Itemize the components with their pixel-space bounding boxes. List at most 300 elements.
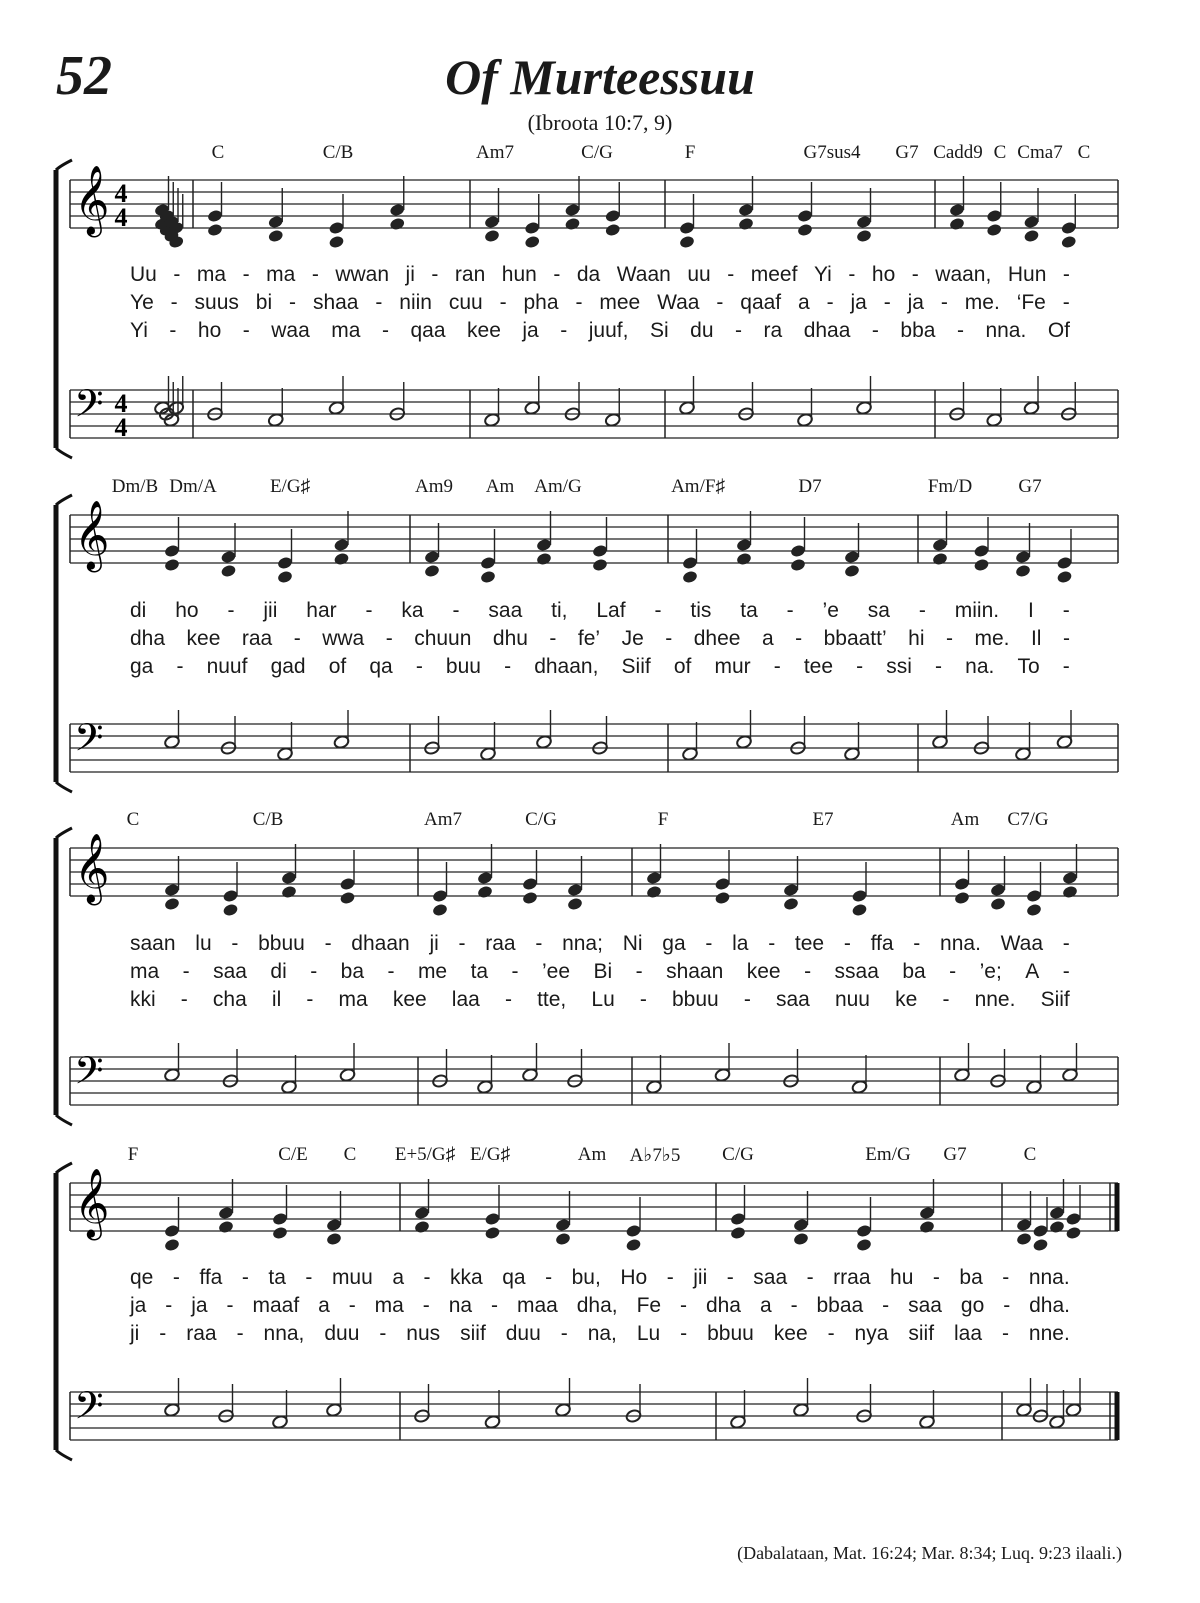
alto-notehead — [555, 1232, 572, 1247]
lyric-syllable: hi — [908, 627, 925, 650]
lyric-syllable: ke — [895, 988, 918, 1011]
lyric-syllable: kee — [392, 988, 427, 1011]
lyric-syllable: na. — [965, 655, 995, 678]
lyric-hyphen: - — [182, 960, 190, 983]
lyric-syllable: jii — [693, 1266, 708, 1289]
lyric-syllable: raa — [241, 627, 273, 650]
lyric-hyphen: - — [348, 1294, 356, 1317]
lyric-syllable: na — [448, 1294, 473, 1317]
lyric-hyphen: - — [804, 960, 812, 983]
lyric-hyphen: - — [535, 932, 543, 955]
lyric-syllable: ba — [340, 960, 365, 983]
lyric-syllable: Siif — [621, 655, 651, 678]
lyric-hyphen: - — [415, 655, 423, 678]
lyric-hyphen: - — [716, 291, 724, 314]
alto-notehead — [277, 570, 294, 585]
lyric-syllable: duu — [324, 1322, 360, 1345]
lyric-hyphen: - — [848, 263, 856, 286]
lyric-syllable: ta — [740, 599, 758, 622]
lyric-syllable: me — [417, 960, 448, 983]
alto-notehead — [679, 235, 696, 250]
lyric-verse-1 — [130, 599, 1070, 623]
lyric-syllable: a — [759, 1294, 772, 1317]
alto-notehead — [1015, 564, 1032, 579]
lyric-syllable: ja — [522, 319, 539, 342]
lyric-syllable: dha — [130, 627, 166, 650]
lyric-syllable: hu — [890, 1266, 914, 1289]
lyric-hyphen: - — [560, 1322, 568, 1345]
alto-notehead — [736, 552, 753, 567]
lyric-hyphen: - — [311, 263, 319, 286]
bass-clef-icon: 𝄢 — [74, 381, 104, 435]
lyric-hyphen: - — [1062, 932, 1070, 955]
lyric-hyphen: - — [511, 960, 519, 983]
lyric-syllable: lu — [195, 932, 212, 955]
lyric-syllable: ta — [268, 1266, 286, 1289]
chord-symbol: F — [657, 809, 669, 830]
lyric-syllable: Lu — [636, 1322, 661, 1345]
lyric-hyphen: - — [180, 988, 188, 1011]
lyric-syllable: ’e — [822, 599, 839, 622]
lyric-hyphen: - — [705, 932, 713, 955]
lyric-hyphen: - — [365, 599, 373, 622]
lyric-syllable: dhu — [492, 627, 528, 650]
alto-notehead — [783, 897, 800, 912]
chord-symbol: Am — [577, 1144, 607, 1165]
lyric-syllable: nne. — [1028, 1322, 1070, 1345]
lyric-syllable: ba — [902, 960, 926, 983]
lyric-hyphen: - — [1001, 1322, 1009, 1345]
lyric-syllable: tis — [690, 599, 712, 622]
lyric-syllable: a — [798, 291, 810, 314]
lyric-syllable: niin — [399, 291, 432, 314]
lyric-hyphen: - — [826, 291, 834, 314]
lyric-syllable: raa — [186, 1322, 217, 1345]
lyric-syllable: nna. — [940, 932, 981, 955]
chord-symbol: E7 — [812, 809, 834, 830]
lyric-hyphen: - — [173, 263, 181, 286]
alto-notehead — [281, 885, 298, 900]
lyric-syllable: dha, — [576, 1294, 618, 1317]
lyric-hyphen: - — [795, 627, 803, 650]
lyric-syllable: miin. — [954, 599, 1000, 622]
alto-notehead — [919, 1220, 936, 1235]
lyric-syllable: Siif — [1040, 988, 1070, 1011]
lyric-syllable: Ho — [620, 1266, 648, 1289]
lyric-syllable: ja — [130, 1294, 147, 1317]
chord-symbol: Am/G — [534, 476, 582, 497]
lyric-syllable: Waa — [657, 291, 700, 314]
lyric-syllable: waa — [271, 319, 310, 342]
lyric-hyphen: - — [735, 319, 742, 342]
lyric-verse-3 — [130, 319, 1070, 343]
lyric-syllable: saa — [213, 960, 247, 983]
chord-symbol: F — [684, 142, 696, 163]
lyric-syllable: Si — [649, 319, 669, 342]
alto-notehead — [222, 903, 239, 918]
lyric-syllable: wwan — [335, 263, 390, 286]
lyric-syllable: saa — [753, 1266, 788, 1289]
lyric-syllable: dha. — [1029, 1294, 1070, 1317]
lyric-hyphen: - — [726, 1266, 734, 1289]
lyric-syllable: Yi — [813, 263, 832, 286]
bass-clef-icon: 𝄢 — [74, 1048, 104, 1102]
lyric-syllable: bbaa — [816, 1294, 864, 1317]
alto-notehead — [267, 229, 284, 244]
lyric-syllable: A — [1025, 960, 1040, 983]
lyric-syllable: ran — [454, 263, 486, 286]
lyric-syllable: di — [270, 960, 287, 983]
lyric-syllable: dhee — [693, 627, 741, 650]
lyric-syllable: kee — [467, 319, 501, 342]
chord-symbol: C/G — [722, 1144, 754, 1165]
lyric-syllable: Waa — [1000, 932, 1044, 955]
alto-notehead — [414, 1220, 431, 1235]
lyric-syllable: qaaf — [740, 291, 782, 314]
lyric-syllable: me. — [974, 627, 1010, 650]
chord-symbol: C — [343, 1144, 357, 1165]
lyric-syllable: ma — [338, 988, 368, 1011]
lyric-hyphen: - — [431, 263, 439, 286]
lyric-syllable: tee — [794, 932, 825, 955]
lyric-hyphen: - — [1003, 1294, 1011, 1317]
lyric-syllable: ma — [130, 960, 160, 983]
lyric-syllable: nna. — [985, 319, 1027, 342]
lyric-syllable: a — [392, 1266, 404, 1289]
lyric-syllable: Ni — [622, 932, 643, 955]
alto-notehead — [646, 885, 663, 900]
lyric-hyphen: - — [949, 960, 957, 983]
lyric-hyphen: - — [1062, 263, 1070, 286]
lyric-hyphen: - — [680, 1322, 688, 1345]
lyric-syllable: raa — [485, 932, 516, 955]
lyric-syllable: ba — [959, 1266, 983, 1289]
chord-symbol: C/B — [322, 142, 354, 163]
alto-notehead — [932, 552, 949, 567]
lyric-hyphen: - — [635, 960, 643, 983]
lyric-syllable: qaa — [410, 319, 446, 342]
lyric-syllable: ho — [175, 599, 199, 622]
lyric-syllable: Bi — [593, 960, 613, 983]
chord-symbol: Am/F♯ — [671, 476, 725, 497]
lyric-hyphen: - — [560, 319, 568, 342]
lyric-hyphen: - — [1062, 960, 1070, 983]
lyric-syllable: pha — [523, 291, 559, 314]
lyric-syllable: ffa — [870, 932, 894, 955]
lyric-hyphen: - — [768, 932, 776, 955]
alto-notehead — [339, 891, 356, 906]
lyric-syllable: har — [306, 599, 337, 622]
lyric-hyphen: - — [458, 932, 466, 955]
lyric-syllable: shaa — [312, 291, 359, 314]
lyric-syllable: sa — [867, 599, 890, 622]
lyric-syllable: Yi — [130, 319, 148, 342]
lyric-syllable: di — [130, 599, 147, 622]
chord-symbol: C — [126, 809, 140, 830]
chord-symbol: Em/G — [865, 1144, 911, 1165]
alto-notehead — [567, 897, 584, 912]
chord-symbol: C — [211, 142, 225, 163]
lyric-verse-2 — [130, 291, 1070, 315]
chord-symbol: C/G — [581, 142, 613, 163]
lyric-hyphen: - — [911, 263, 919, 286]
alto-notehead — [218, 1220, 235, 1235]
lyric-hyphen: - — [226, 1294, 234, 1317]
lyric-syllable: Hun — [1007, 263, 1047, 286]
alto-notehead — [536, 552, 553, 567]
lyric-syllable: ji — [130, 1322, 140, 1345]
lyric-syllable: ji — [429, 932, 439, 955]
lyric-syllable: ji — [405, 263, 415, 286]
lyric-syllable: mee — [599, 291, 641, 314]
lyric-syllable: ’ee — [542, 960, 571, 983]
chord-symbol: Am — [485, 476, 515, 497]
lyric-hyphen: - — [379, 1322, 387, 1345]
alto-notehead — [524, 235, 541, 250]
time-signature-bottom: 4 — [114, 203, 128, 232]
lyric-syllable: saa — [908, 1294, 942, 1317]
lyric-hyphen: - — [422, 1294, 430, 1317]
bass-clef-icon: 𝄢 — [74, 1383, 104, 1437]
alto-notehead — [207, 223, 224, 238]
lyric-syllable: bbaatt’ — [823, 627, 887, 650]
alto-notehead — [730, 1226, 747, 1241]
hymn-number: 52 — [56, 45, 112, 107]
lyric-syllable: dhaan — [351, 932, 410, 955]
lyric-hyphen: - — [452, 599, 460, 622]
lyric-hyphen: - — [786, 599, 794, 622]
lyric-syllable: me. — [964, 291, 1000, 314]
alto-notehead — [714, 891, 731, 906]
lyric-syllable: bbuu — [672, 988, 719, 1011]
lyric-syllable: ga — [662, 932, 686, 955]
alto-notehead — [738, 217, 755, 232]
lyric-syllable: nna, — [263, 1322, 305, 1345]
lyric-hyphen: - — [324, 932, 332, 955]
lyric-syllable: saa — [488, 599, 523, 622]
lyric-syllable: Lu — [591, 988, 615, 1011]
lyric-syllable: Of — [1047, 319, 1070, 342]
lyric-syllable: nus — [406, 1322, 441, 1345]
lyric-syllable: il — [271, 988, 282, 1011]
lyric-syllable: tee — [803, 655, 834, 678]
lyric-hyphen: - — [935, 655, 943, 678]
chord-symbol: Dm/B — [111, 476, 159, 497]
alto-notehead — [564, 217, 581, 232]
lyric-syllable: of — [328, 655, 347, 678]
lyric-hyphen: - — [176, 655, 184, 678]
alto-notehead — [790, 558, 807, 573]
lyric-syllable: ‘Fe — [1016, 291, 1046, 314]
lyric-syllable: la — [732, 932, 749, 955]
alto-notehead — [604, 223, 621, 238]
alto-notehead — [973, 558, 990, 573]
lyric-hyphen: - — [165, 1294, 173, 1317]
lyric-hyphen: - — [743, 988, 751, 1011]
chord-symbol: Dm/A — [169, 476, 217, 497]
time-signature-bottom: 4 — [114, 413, 128, 442]
lyric-hyphen: - — [387, 960, 395, 983]
alto-notehead — [484, 1226, 501, 1241]
lyric-syllable: ssaa — [834, 960, 879, 983]
lyric-syllable: qa — [502, 1266, 526, 1289]
lyric-hyphen: - — [423, 1266, 431, 1289]
lyric-hyphen: - — [1062, 599, 1070, 622]
lyric-syllable: da — [576, 263, 601, 286]
chord-symbol: G7 — [1018, 476, 1042, 497]
lyric-verse-3 — [130, 655, 1070, 679]
lyric-syllable: saan — [130, 932, 176, 955]
lyric-syllable: dhaan, — [534, 655, 599, 678]
lyric-syllable: waan, — [935, 263, 992, 286]
alto-notehead — [477, 885, 494, 900]
lyric-syllable: Uu — [130, 263, 157, 286]
lyric-syllable: bbuu — [258, 932, 305, 955]
lyric-syllable: a — [318, 1294, 330, 1317]
alto-notehead — [856, 229, 873, 244]
chord-symbol: D7 — [798, 476, 822, 497]
lyric-hyphen: - — [170, 291, 178, 314]
lyric-syllable: Il — [1030, 627, 1042, 650]
lyric-verse-1 — [130, 263, 1070, 287]
lyric-hyphen: - — [827, 1322, 835, 1345]
alto-notehead — [328, 235, 345, 250]
lyric-hyphen: - — [236, 1322, 244, 1345]
lyric-hyphen: - — [790, 1294, 798, 1317]
lyric-hyphen: - — [575, 291, 583, 314]
lyric-syllable: siif — [460, 1322, 486, 1345]
lyric-syllable: laa — [451, 988, 480, 1011]
lyric-hyphen: - — [956, 319, 964, 342]
lyric-syllable: bu, — [571, 1266, 601, 1289]
lyric-hyphen: - — [231, 932, 239, 955]
lyric-hyphen: - — [1002, 1266, 1010, 1289]
lyric-syllable: na, — [587, 1322, 617, 1345]
lyric-syllable: Waan — [616, 263, 671, 286]
alto-notehead — [1032, 1238, 1049, 1253]
chord-symbol: C — [1023, 1144, 1037, 1165]
alto-notehead — [272, 1226, 289, 1241]
alto-notehead — [164, 897, 181, 912]
lyric-verse-3 — [130, 988, 1070, 1012]
lyric-syllable: jii — [263, 599, 278, 622]
lyric-hyphen: - — [1062, 291, 1070, 314]
lyric-hyphen: - — [665, 627, 673, 650]
lyric-hyphen: - — [499, 291, 507, 314]
lyric-syllable: ja — [907, 291, 924, 314]
lyric-syllable: ssi — [886, 655, 912, 678]
lyric-hyphen: - — [241, 1266, 249, 1289]
alto-notehead — [333, 552, 350, 567]
alto-notehead — [484, 229, 501, 244]
lyric-syllable: Laf — [596, 599, 626, 622]
alto-notehead — [1065, 1226, 1082, 1241]
chord-symbol: Am9 — [415, 476, 453, 497]
bass-clef-icon: 𝄢 — [74, 715, 104, 769]
chord-symbol: C — [1077, 142, 1091, 163]
chord-symbol: Am7 — [424, 809, 462, 830]
lyric-hyphen: - — [883, 291, 891, 314]
alto-notehead — [1016, 1232, 1033, 1247]
lyric-hyphen: - — [882, 1294, 890, 1317]
lyric-syllable: cha — [212, 988, 247, 1011]
lyric-syllable: ga — [130, 655, 154, 678]
lyric-syllable: kki — [130, 988, 156, 1011]
lyric-syllable: nya — [854, 1322, 889, 1345]
chord-symbol: A♭7♭5 — [629, 1145, 681, 1166]
chord-symbol: G7sus4 — [803, 142, 861, 163]
alto-notehead — [1062, 885, 1079, 900]
lyric-hyphen: - — [504, 655, 512, 678]
lyric-hyphen: - — [375, 291, 383, 314]
lyric-hyphen: - — [806, 1266, 814, 1289]
lyric-hyphen: - — [504, 988, 512, 1011]
lyric-syllable: ma — [266, 263, 296, 286]
lyric-hyphen: - — [549, 627, 557, 650]
treble-clef-icon: 𝄞 — [74, 833, 110, 903]
alto-notehead — [1023, 229, 1040, 244]
chord-symbol: C/G — [525, 809, 557, 830]
lyric-syllable: qa — [369, 655, 393, 678]
alto-notehead — [851, 903, 868, 918]
lyric-syllable: saa — [775, 988, 810, 1011]
lyric-hyphen: - — [918, 599, 926, 622]
lyric-hyphen: - — [553, 263, 561, 286]
chord-symbol: C7/G — [1007, 809, 1049, 830]
time-signature-top: 4 — [114, 389, 128, 418]
lyric-hyphen: - — [727, 263, 735, 286]
chord-symbol: F — [127, 1144, 139, 1165]
lyric-syllable: bi — [255, 291, 273, 314]
lyric-syllable: Je — [621, 627, 644, 650]
lyric-hyphen: - — [289, 291, 297, 314]
lyric-hyphen: - — [945, 627, 953, 650]
lyric-hyphen: - — [172, 1266, 180, 1289]
lyric-syllable: fe’ — [577, 627, 601, 650]
lyric-hyphen: - — [385, 627, 393, 650]
lyric-hyphen: - — [242, 263, 250, 286]
lyric-hyphen: - — [942, 988, 950, 1011]
footnote: (Dabalataan, Mat. 16:24; Mar. 8:34; Luq. 9:23 ilaali.) — [737, 1543, 1122, 1563]
lyric-syllable: kee — [773, 1322, 808, 1345]
lyric-hyphen: - — [773, 655, 781, 678]
lyric-hyphen: - — [654, 599, 662, 622]
lyric-hyphen: - — [293, 627, 301, 650]
alto-notehead — [793, 1232, 810, 1247]
lyric-syllable: mur — [714, 655, 751, 678]
alto-notehead — [1026, 903, 1043, 918]
lyric-hyphen: - — [680, 1294, 688, 1317]
lyric-syllable: suus — [194, 291, 239, 314]
lyric-syllable: ma — [374, 1294, 404, 1317]
lyric-syllable: dhaa — [803, 319, 851, 342]
lyric-verse-2 — [130, 627, 1070, 651]
lyric-syllable: ja — [191, 1294, 208, 1317]
lyric-hyphen: - — [639, 988, 647, 1011]
alto-notehead — [522, 891, 539, 906]
lyric-hyphen: - — [932, 1266, 940, 1289]
lyric-hyphen: - — [159, 1322, 167, 1345]
lyric-syllable: ma — [331, 319, 361, 342]
lyric-hyphen: - — [1062, 627, 1070, 650]
alto-notehead — [625, 1238, 642, 1253]
lyric-syllable: nuu — [834, 988, 870, 1011]
lyric-syllable: ffa — [199, 1266, 223, 1289]
lyric-hyphen: - — [227, 599, 235, 622]
lyric-hyphen: - — [545, 1266, 553, 1289]
lyric-hyphen: - — [491, 1294, 499, 1317]
lyric-hyphen: - — [310, 960, 318, 983]
